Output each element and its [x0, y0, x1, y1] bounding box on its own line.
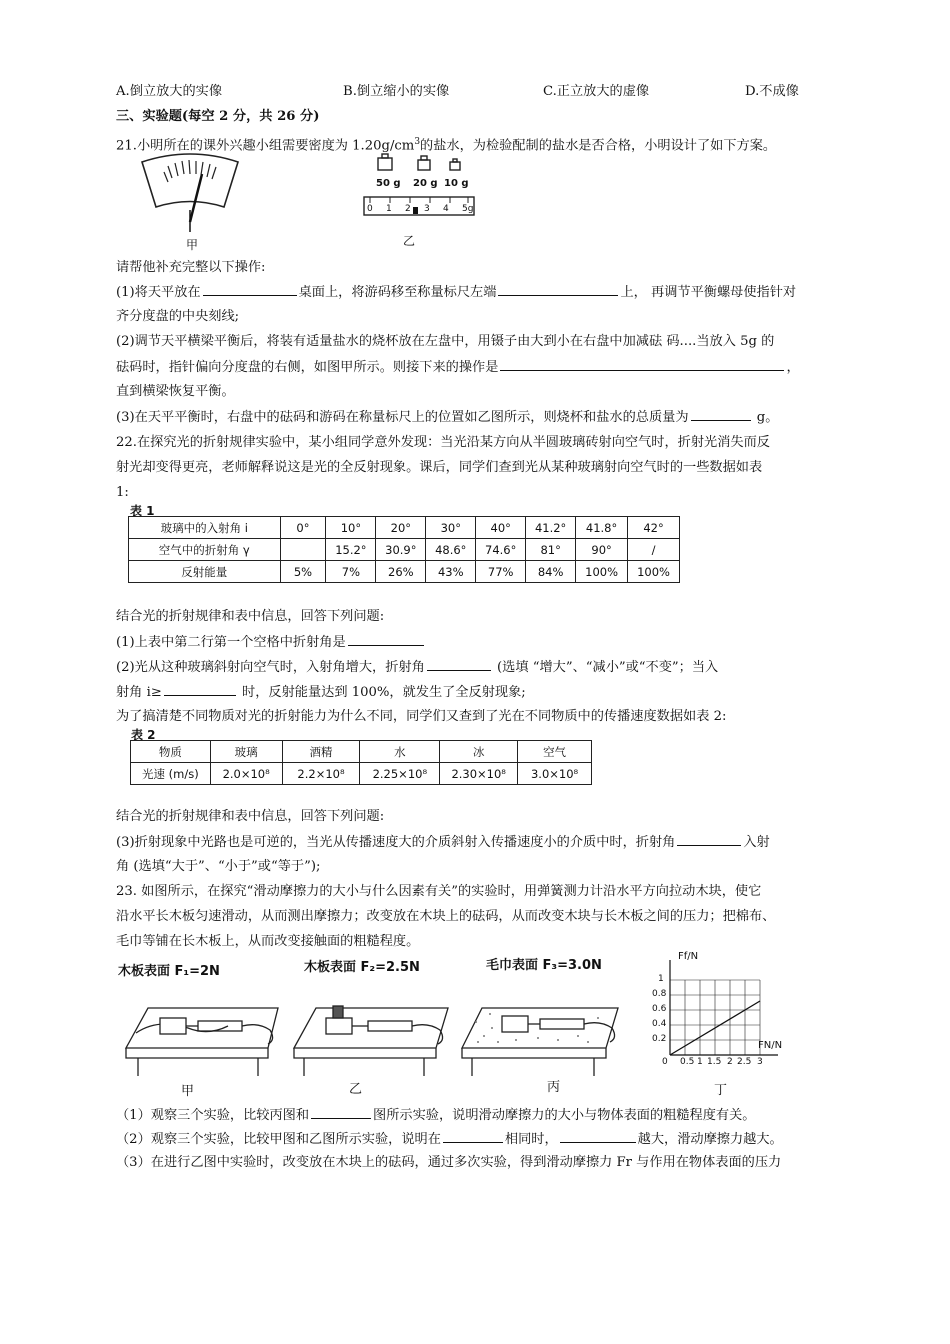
y-tick-0.6: 0.6 [652, 1004, 667, 1014]
q21-step1 [116, 283, 840, 302]
x-tick: 2.5 [737, 1057, 752, 1067]
q21-intro-text: 21.小明所在的课外兴趣小组需要密度为 1.20g/cm [116, 138, 415, 154]
table-cell: 10° [326, 517, 376, 539]
table-cell: 77% [476, 561, 526, 583]
fig-caption-yi: 乙 [349, 1082, 363, 1097]
x-tick: 2 [727, 1057, 733, 1067]
fig-yi-label: 乙 [403, 234, 416, 248]
q21-step2-cont [116, 358, 840, 377]
q21-step3-unit: g。 [756, 410, 779, 425]
answer-blank[interactable] [311, 1106, 371, 1119]
table-cell: 48.6° [426, 539, 476, 561]
q21-step1-cont: 齐分度盘的中央刻线; [116, 309, 240, 324]
q22-part3-cont: 角 (选填“大于”、“小于”或“等于”); [116, 859, 321, 874]
q21-step3-text: (3)在天平平衡时，右盘中的砝码和游码在称量标尺上的位置如乙图所示，则烧杯和盐水的总质量为 [116, 410, 689, 425]
table-cell: 100% [628, 561, 680, 583]
table1-caption: 表 1 [130, 504, 155, 518]
q22-part3 [116, 833, 840, 852]
table-cell: 42° [628, 517, 680, 539]
q21-intro-text-2: 的盐水，为检验配制的盐水是否合格，小明设计了如下方案。 [420, 138, 777, 154]
graph-xlabel: FN/N [758, 1040, 783, 1051]
fig-jia-label: 甲 [186, 238, 199, 252]
q23-part2 [116, 1130, 840, 1149]
table-cell: 2.2×10⁸ [282, 763, 360, 785]
x-tick: 0 [662, 1057, 668, 1067]
q21-step1-text-3: 上， 再调节平衡螺母使指针对 [620, 285, 797, 300]
table-cell: 冰 [440, 741, 518, 763]
fig-jia-title: 木板表面 F₁=2N [118, 964, 220, 979]
q22-part2-cont [116, 683, 840, 702]
fig-caption-ding: 丁 [714, 1083, 728, 1098]
x-tick: 0.5 [680, 1057, 695, 1067]
table-cell: 40° [476, 517, 526, 539]
table-cell: 100% [576, 561, 628, 583]
table-cell: 物质 [131, 741, 211, 763]
table-cell: 空气 [518, 741, 592, 763]
q23-intro-2: 沿水平长木板匀速滑动，从而测出摩擦力；改变放在木块上的砝码，从而改变木块与长木板之间的压力；把棉布、 [116, 909, 776, 924]
q21-step1-text-2: 桌面上，将游码移至称量标尺左端 [298, 285, 497, 300]
table-cell: 5% [280, 561, 326, 583]
weight-20g: 20 g [413, 178, 438, 189]
q21-step2: (2)调节天平横梁平衡后，将装有适量盐水的烧杯放在左盘中，用镊子由大到小在右盘中加减砝 码....当放入 5g 的 [116, 334, 775, 349]
table-cell: 26% [376, 561, 426, 583]
table-cell: 43% [426, 561, 476, 583]
table-row [131, 763, 592, 785]
table-cell: 41.8° [576, 517, 628, 539]
answer-blank[interactable] [348, 633, 424, 646]
table-row [129, 539, 680, 561]
section-title: 三、实验题(每空 2 分，共 26 分) [116, 109, 320, 124]
scale-ticks [367, 204, 473, 214]
x-tick: 1 [697, 1057, 703, 1067]
scale-tick: 5g [462, 204, 474, 214]
y-tick-1: 1 [658, 974, 664, 984]
q21-prompt: 请帮他补充完整以下操作: [116, 260, 266, 275]
q22-combine-1: 结合光的折射规律和表中信息，回答下列问题: [116, 609, 385, 624]
q22-intro-1: 22.在探究光的折射规律实验中，某小组同学意外发现：当光沿某方向从半圆玻璃砖射向空气时，折射光消失而反 [116, 435, 770, 450]
q22-intro-3: 1: [116, 485, 129, 500]
weight-50g: 50 g [376, 178, 401, 189]
q22-part2-text: (2)光从这种玻璃斜射向空气时，入射角增大，折射角 [116, 660, 425, 675]
table-cell: 玻璃 [210, 741, 282, 763]
y-tick-0.4: 0.4 [652, 1019, 667, 1029]
balance-pointer-figure [138, 152, 243, 234]
fig-caption-jia: 甲 [181, 1084, 195, 1099]
fig-caption-bing: 丙 [547, 1080, 561, 1095]
graph-ylabel: Ff/N [678, 951, 699, 962]
table-cell: 81° [526, 539, 576, 561]
option-c: C.正立放大的虚像 [543, 84, 650, 99]
q21-step2-end: 直到横梁恢复平衡。 [116, 384, 235, 399]
answer-blank[interactable] [677, 833, 741, 846]
table-cell: 15.2° [326, 539, 376, 561]
q22-part2 [116, 658, 840, 677]
q21-step2-text: 砝码时，指针偏向分度盘的右侧，如图甲所示。则接下来的操作是 [116, 360, 499, 375]
q21-step1-text: (1)将天平放在 [116, 285, 201, 300]
scale-tick: 3 [424, 204, 430, 214]
fig-bing-title: 毛巾表面 F₃=3.0N [486, 958, 602, 973]
q23-part2-text-2: 相同时， [504, 1132, 558, 1147]
table-cell: 74.6° [476, 539, 526, 561]
y-tick-0.8: 0.8 [652, 989, 667, 999]
table-cell: 酒精 [282, 741, 360, 763]
q23-intro-1: 23. 如图所示，在探究“滑动摩擦力的大小与什么因素有关”的实验时，用弹簧测力计沿水平方向拉动木块，使它 [116, 884, 762, 899]
table-cell: 84% [526, 561, 576, 583]
table-cell: 空气中的折射角 γ [129, 539, 281, 561]
table-cell: 2.0×10⁸ [210, 763, 282, 785]
table1 [128, 516, 680, 583]
table-row [129, 561, 680, 583]
fig-yi-title: 木板表面 F₂=2.5N [304, 960, 420, 975]
table-row [129, 517, 680, 539]
table2 [130, 740, 592, 785]
option-b: B.倒立缩小的实像 [343, 84, 450, 99]
table-cell: 41.2° [526, 517, 576, 539]
q22-part2-text-4: 时，反射能量达到 100%，就发生了全反射现象; [237, 685, 526, 700]
scale-tick: 0 [367, 204, 373, 214]
table-cell: 30.9° [376, 539, 426, 561]
q21-intro-sup: 3 [414, 137, 421, 147]
q23-part1-text-2: 图所示实验，说明滑动摩擦力的大小与物体表面的粗糙程度有关。 [373, 1108, 756, 1123]
table-cell: 光速 (m/s) [131, 763, 211, 785]
q23-part2-text: （2）观察三个实验，比较甲图和乙图所示实验，说明在 [116, 1132, 441, 1147]
x-tick: 3 [757, 1057, 763, 1067]
table-cell: / [628, 539, 680, 561]
table-cell: 玻璃中的入射角 i [129, 517, 281, 539]
table-cell: 3.0×10⁸ [518, 763, 592, 785]
answer-blank[interactable] [443, 1130, 503, 1143]
x-tick: 1.5 [707, 1057, 722, 1067]
weight-10g: 10 g [444, 178, 469, 189]
q22-part1 [116, 633, 840, 652]
friction-experiments-figure [118, 978, 638, 1078]
answer-blank[interactable] [691, 408, 751, 421]
q23-part1-text: （1）观察三个实验，比较丙图和 [116, 1108, 310, 1123]
q22-part2-text-3: 射角 i≥ [116, 685, 162, 700]
answer-blank[interactable] [164, 683, 236, 696]
option-a: A.倒立放大的实像 [116, 84, 223, 99]
table-cell: 90° [576, 539, 628, 561]
q21-step3 [116, 408, 840, 427]
answer-blank[interactable] [560, 1130, 636, 1143]
table-cell: 2.30×10⁸ [440, 763, 518, 785]
q22-intro-2: 射光却变得更亮，老师解释说这是光的全反射现象。课后，同学们查到光从某种玻璃射向空气时的一些数据如表 [116, 460, 763, 475]
table-cell: 反射能量 [129, 561, 281, 583]
table-cell: 20° [376, 517, 426, 539]
q23-part1 [116, 1106, 840, 1125]
q23-part2-text-3: 越大，滑动摩擦力越大。 [637, 1132, 783, 1147]
option-d: D.不成像 [745, 84, 799, 99]
q21-step2-comma: ， [786, 360, 800, 375]
table-cell: 7% [326, 561, 376, 583]
table-cell: 30° [426, 517, 476, 539]
scale-tick: 1 [386, 204, 392, 214]
answer-blank[interactable] [203, 283, 297, 296]
table-cell: 2.25×10⁸ [360, 763, 440, 785]
q22-part3-text-2: 入射 [743, 835, 770, 850]
y-tick-0.2: 0.2 [652, 1034, 667, 1044]
table-cell: 水 [360, 741, 440, 763]
table-row [131, 741, 592, 763]
table-cell [280, 539, 326, 561]
q22-intro-table2: 为了搞清楚不同物质对光的折射能力为什么不同，同学们又查到了光在不同物质中的传播速度数据如表 2: [116, 709, 727, 724]
q22-combine-2: 结合光的折射规律和表中信息，回答下列问题: [116, 809, 385, 824]
answer-blank[interactable] [500, 358, 784, 371]
q23-intro-3: 毛巾等铺在长木板上，从而改变接触面的粗糙程度。 [116, 934, 420, 949]
answer-blank[interactable] [427, 658, 491, 671]
q22-part3-text: (3)折射现象中光路也是可逆的，当光从传播速度大的介质斜射入传播速度小的介质中时，折射角 [116, 835, 676, 850]
q22-part2-text-2: (选填 “增大”、“减小”或“不变”；当入 [492, 660, 719, 675]
table-cell: 0° [280, 517, 326, 539]
q23-part3: （3）在进行乙图中实验时，改变放在木块上的砝码，通过多次实验，得到滑动摩擦力 Fr 与作用在物体表面的压力 [116, 1155, 782, 1170]
table2-caption: 表 2 [131, 728, 156, 742]
scale-tick: 4 [443, 204, 449, 214]
scale-tick: 2 [405, 204, 411, 214]
q22-part1-text: (1)上表中第二行第一个空格中折射角是 [116, 635, 346, 650]
answer-blank[interactable] [498, 283, 618, 296]
